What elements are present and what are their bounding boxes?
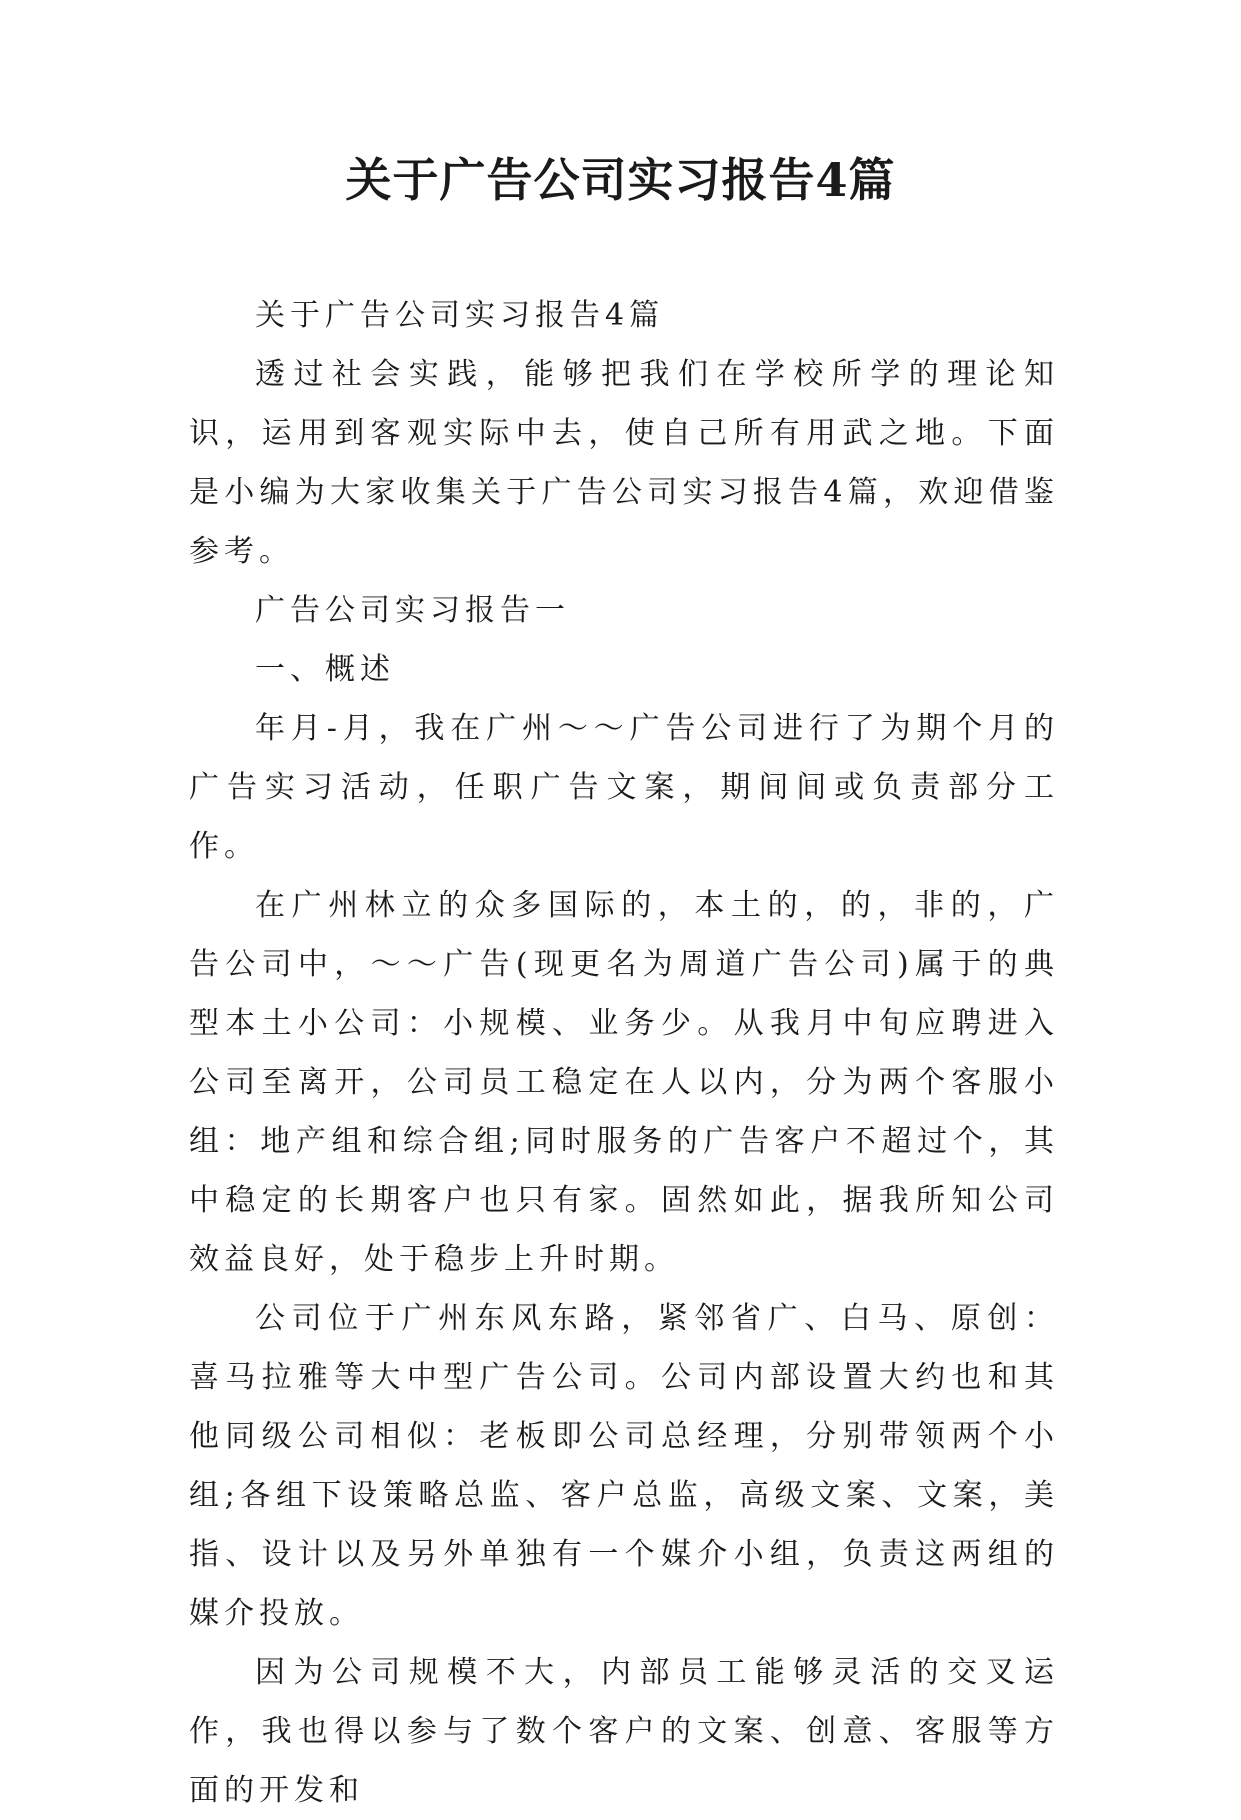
paragraph-company-profile: 在广州林立的众多国际的，本土的，的，非的，广告公司中，～～广告(现更名为周道广告公司)属于的典型本土小公司：小规模、业务少。从我月中旬应聘进入公司至离开，公司员工稳定在人以内，分为两个客服小组：地产组和综合组;同时服务的广告客户不超过个，其中稳定的长期客户也只有家。固然如此，据我所知公司效益良好，处于稳步上升时期。: [189, 888, 1059, 1277]
document-title: 关于广告公司实习报告4篇: [345, 153, 896, 207]
paragraph-internship-period: 年月-月，我在广州～～广告公司进行了为期个月的广告实习活动，任职广告文案，期间间或负责部分工作。: [189, 711, 1059, 864]
paragraph-participation: 因为公司规模不大，内部员工能够灵活的交叉运作，我也得以参与了数个客户的文案、创意、客服等方面的开发和: [189, 1655, 1059, 1808]
section-heading-report-one: 广告公司实习报告一: [255, 593, 570, 628]
document-body: [189, 286, 1059, 1820]
section-heading-overview: 一、概述: [255, 652, 395, 687]
paragraph-subtitle: 关于广告公司实习报告4篇: [255, 298, 665, 333]
paragraph-intro: 透过社会实践，能够把我们在学校所学的理论知识，运用到客观实际中去，使自己所有用武之地。下面是小编为大家收集关于广告公司实习报告4篇，欢迎借鉴参考。: [189, 357, 1059, 569]
paragraph-company-structure: 公司位于广州东风东路，紧邻省广、白马、原创：喜马拉雅等大中型广告公司。公司内部设置大约也和其他同级公司相似：老板即公司总经理，分别带领两个小组;各组下设策略总监、客户总监，高级文案、文案，美指、设计以及另外单独有一个媒介小组，负责这两组的媒介投放。: [189, 1301, 1059, 1631]
